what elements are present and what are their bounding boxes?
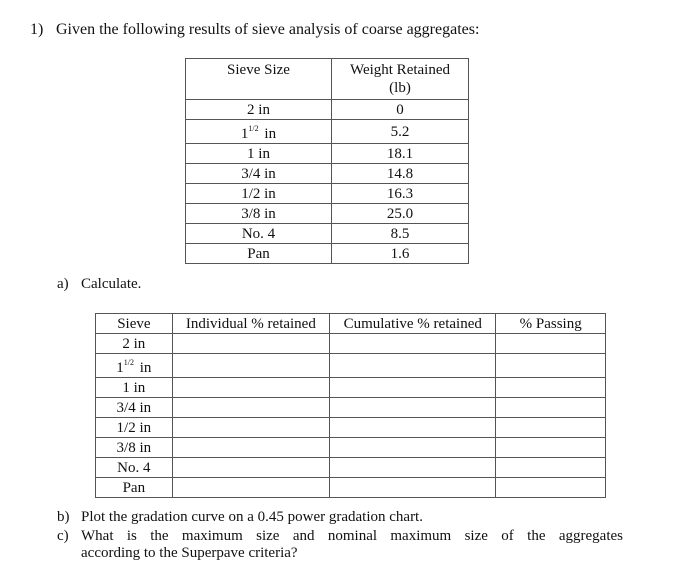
sieve-cell: 3/4 in	[186, 164, 332, 184]
part-c-line1: What is the maximum size and nominal maximum size of the aggregates	[81, 528, 623, 544]
header-percent-passing: % Passing	[496, 314, 606, 334]
sieve-cell: 2 in	[96, 334, 173, 354]
table-row	[96, 458, 606, 478]
table-row	[186, 120, 469, 144]
sieve-cell: Pan	[96, 478, 173, 498]
blank-cell	[172, 418, 329, 438]
table-row	[96, 378, 606, 398]
table-row	[96, 438, 606, 458]
table-row	[96, 418, 606, 438]
weight-cell: 1.6	[332, 244, 469, 264]
sieve-results-table	[185, 58, 469, 264]
part-a	[57, 276, 141, 293]
sieve-fraction: 1/2	[123, 358, 134, 367]
part-c-label: c)	[57, 528, 69, 544]
part-b-label: b)	[57, 509, 70, 525]
part-b	[57, 509, 423, 526]
blank-cell	[496, 354, 606, 378]
header-individual-retained: Individual % retained	[172, 314, 329, 334]
weight-cell: 14.8	[332, 164, 469, 184]
sieve-cell: 1/2 in	[96, 418, 173, 438]
table-row	[186, 144, 469, 164]
sieve-whole: 1	[116, 360, 124, 376]
sieve-cell: 3/8 in	[186, 204, 332, 224]
question-number: 1)	[30, 21, 44, 38]
table-row	[96, 334, 606, 354]
blank-cell	[496, 334, 606, 354]
blank-cell	[330, 478, 496, 498]
sieve-cell: 2 in	[186, 100, 332, 120]
blank-cell	[172, 334, 329, 354]
table-row	[96, 478, 606, 498]
blank-cell	[330, 354, 496, 378]
part-c-line2: according to the Superpave criteria?	[81, 545, 298, 561]
blank-cell	[330, 438, 496, 458]
weight-cell: 0	[332, 100, 469, 120]
blank-cell	[172, 398, 329, 418]
weight-cell: 5.2	[332, 120, 469, 144]
sieve-whole: 1	[240, 126, 249, 142]
table-row	[186, 100, 469, 120]
sieve-unit: in	[136, 360, 152, 376]
sieve-cell: 3/4 in	[96, 398, 173, 418]
blank-cell	[496, 478, 606, 498]
blank-cell	[172, 378, 329, 398]
sieve-cell	[96, 354, 173, 378]
part-a-label: a)	[57, 276, 69, 292]
weight-cell: 8.5	[332, 224, 469, 244]
table-row	[186, 204, 469, 224]
blank-cell	[496, 378, 606, 398]
sieve-cell: 1 in	[186, 144, 332, 164]
blank-cell	[172, 354, 329, 378]
header-weight-line2: (lb)	[389, 80, 411, 96]
header-weight-retained	[332, 59, 469, 100]
blank-cell	[330, 458, 496, 478]
header-sieve-size: Sieve Size	[186, 59, 332, 100]
table-header-row	[186, 59, 469, 100]
sieve-cell	[186, 120, 332, 144]
sieve-cell: 3/8 in	[96, 438, 173, 458]
table-header-row	[96, 314, 606, 334]
weight-cell: 25.0	[332, 204, 469, 224]
blank-cell	[496, 398, 606, 418]
blank-cell	[330, 378, 496, 398]
question-1	[30, 21, 479, 39]
blank-cell	[330, 398, 496, 418]
table-row	[186, 224, 469, 244]
table-row	[96, 398, 606, 418]
sieve-fraction: 1/2	[248, 124, 259, 133]
header-sieve: Sieve	[96, 314, 173, 334]
blank-cell	[172, 438, 329, 458]
sieve-cell: No. 4	[96, 458, 173, 478]
weight-cell: 18.1	[332, 144, 469, 164]
table-row	[186, 184, 469, 204]
blank-cell	[496, 458, 606, 478]
blank-cell	[496, 418, 606, 438]
sieve-cell: Pan	[186, 244, 332, 264]
blank-cell	[330, 418, 496, 438]
sieve-cell: 1 in	[96, 378, 173, 398]
table-row	[186, 164, 469, 184]
part-b-text: Plot the gradation curve on a 0.45 power gradation chart.	[81, 509, 423, 525]
question-text: Given the following results of sieve analysis of coarse aggregates:	[56, 21, 480, 38]
weight-cell: 16.3	[332, 184, 469, 204]
table-row	[96, 354, 606, 378]
blank-cell	[496, 438, 606, 458]
part-a-text: Calculate.	[81, 276, 142, 292]
header-weight-line1: Weight Retained	[349, 62, 450, 78]
sieve-cell: 1/2 in	[186, 184, 332, 204]
blank-cell	[172, 458, 329, 478]
table-row	[186, 244, 469, 264]
blank-cell	[330, 334, 496, 354]
sieve-unit: in	[260, 126, 277, 142]
part-c	[57, 528, 627, 562]
calculation-table	[95, 313, 606, 498]
blank-cell	[172, 478, 329, 498]
header-cumulative-retained: Cumulative % retained	[330, 314, 496, 334]
sieve-cell: No. 4	[186, 224, 332, 244]
